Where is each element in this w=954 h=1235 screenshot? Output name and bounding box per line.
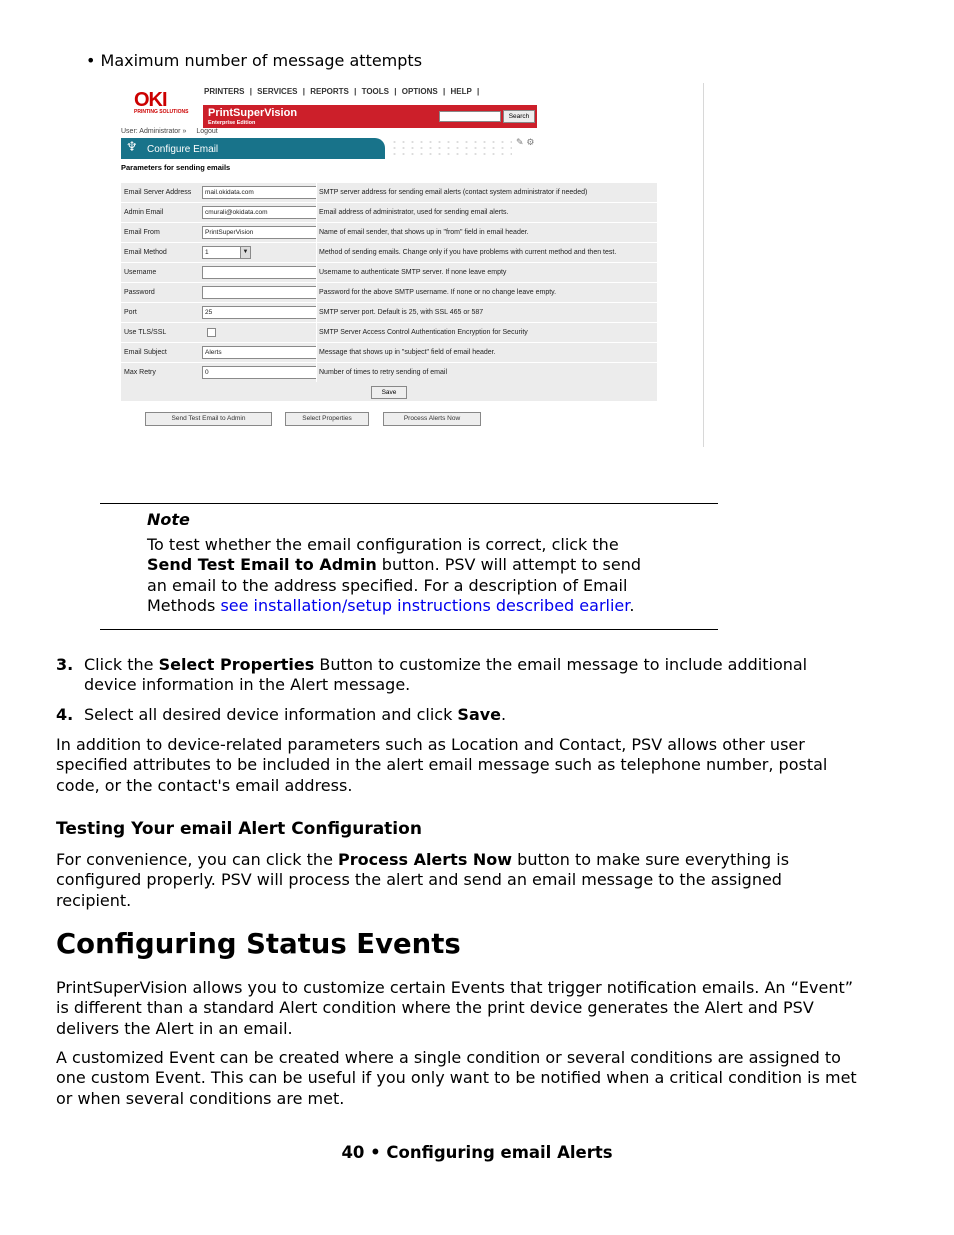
screenshot-border bbox=[703, 83, 704, 447]
configure-email-screenshot bbox=[118, 83, 704, 447]
page-footer: 40 • Configuring email Alerts bbox=[341, 1143, 613, 1162]
select-value: 1 bbox=[205, 249, 209, 256]
row-description: Email address of administrator, used for sending email alerts. bbox=[319, 209, 509, 216]
section-header bbox=[121, 138, 385, 159]
user-line bbox=[121, 128, 218, 135]
row-label: Email Subject bbox=[124, 349, 167, 356]
paragraph-line: is different than a standard Alert condition where the print device generates the Alert and PSV bbox=[56, 998, 814, 1018]
column-divider bbox=[316, 223, 317, 242]
nav-separator: | bbox=[477, 87, 480, 96]
nav-tools[interactable]: TOOLS bbox=[361, 87, 390, 96]
send-test-email-button[interactable]: Send Test Email to Admin bbox=[145, 412, 272, 426]
select-properties-button[interactable]: Select Properties bbox=[285, 412, 369, 426]
step-line bbox=[84, 705, 506, 725]
setup-instructions-link[interactable]: see installation/setup instructions described earlier bbox=[220, 595, 630, 615]
row-label: Password bbox=[124, 289, 155, 296]
row-label: Email Server Address bbox=[124, 189, 192, 196]
row-label: Port bbox=[124, 309, 137, 316]
step-number: 4. bbox=[56, 705, 74, 724]
column-divider bbox=[316, 303, 317, 322]
chevron-down-icon[interactable]: ▼ bbox=[240, 247, 250, 258]
note-line bbox=[147, 596, 707, 616]
bullet-text: Maximum number of message attempts bbox=[100, 51, 423, 70]
row-description: Number of times to retry sending of email bbox=[319, 369, 447, 376]
email-settings-table bbox=[121, 182, 657, 401]
step-number: 3. bbox=[56, 655, 74, 674]
row-label: Email Method bbox=[124, 249, 167, 256]
dotted-pattern bbox=[390, 139, 512, 159]
email-from-input[interactable]: PrintSuperVision bbox=[202, 226, 317, 239]
row-label: Max Retry bbox=[124, 369, 156, 376]
bullet-item bbox=[86, 51, 422, 70]
row-label: Email From bbox=[124, 229, 160, 236]
note-text: Methods bbox=[147, 595, 221, 615]
note-title: Note bbox=[147, 510, 190, 529]
row-description: Password for the above SMTP username. If none or no change leave empty. bbox=[319, 289, 557, 296]
paragraph-line: delivers the Alert in an email. bbox=[56, 1018, 293, 1038]
step-bold-term: Save bbox=[457, 705, 502, 724]
table-row bbox=[121, 182, 657, 202]
paragraph-text: button to make sure everything is bbox=[512, 850, 790, 869]
table-row bbox=[121, 202, 657, 222]
note-line bbox=[147, 555, 707, 575]
bullet-dot: • bbox=[86, 51, 96, 70]
port-input[interactable]: 25 bbox=[202, 306, 317, 319]
nav-separator: | bbox=[394, 87, 397, 96]
paragraph-bold-term: Process Alerts Now bbox=[338, 850, 513, 869]
save-button[interactable]: Save bbox=[371, 386, 407, 399]
row-label: Username bbox=[124, 269, 157, 276]
section-heading: Configuring Status Events bbox=[56, 928, 461, 960]
row-description: Name of email sender, that shows up in "from" field in email header. bbox=[319, 229, 529, 236]
table-row bbox=[121, 222, 657, 242]
note-text: . bbox=[629, 595, 635, 615]
note-top-rule bbox=[100, 503, 718, 504]
body-paragraph bbox=[56, 850, 906, 911]
email-server-input[interactable]: mail.okidata.com bbox=[202, 186, 317, 199]
paragraph-line: or when several conditions are met. bbox=[56, 1088, 345, 1108]
brand-name: PrintSuperVision bbox=[208, 107, 298, 119]
paragraph-line: configured properly. PSV will process the alert and send an email message to the assigned bbox=[56, 870, 782, 890]
table-row bbox=[121, 282, 657, 302]
step-text: Button to customize the email message to include additional bbox=[314, 655, 808, 674]
nav-separator: | bbox=[249, 87, 252, 96]
nav-separator: | bbox=[442, 87, 446, 96]
table-row bbox=[121, 342, 657, 362]
nav-help[interactable]: HELP bbox=[450, 87, 472, 96]
nav-reports[interactable]: REPORTS bbox=[310, 87, 349, 96]
table-row bbox=[121, 362, 657, 382]
paragraph-line: A customized Event can be created where a single condition or several conditions are assigned to bbox=[56, 1048, 841, 1067]
column-divider bbox=[316, 343, 317, 362]
brand-edition: Enterprise Edition bbox=[208, 120, 256, 126]
brand-bar bbox=[203, 105, 537, 128]
step-line bbox=[84, 655, 807, 675]
paragraph-line: In addition to device-related parameters such as Location and Contact, PSV allows other user bbox=[56, 735, 805, 754]
process-alerts-now-button[interactable]: Process Alerts Now bbox=[383, 412, 481, 426]
search-button[interactable]: Search bbox=[503, 110, 535, 123]
logout-link[interactable]: Logout bbox=[196, 128, 218, 135]
body-paragraph bbox=[56, 1048, 906, 1109]
nav-services[interactable]: SERVICES bbox=[257, 87, 298, 96]
note-bold-term: Send Test Email to Admin bbox=[147, 555, 377, 575]
step-item bbox=[84, 705, 506, 725]
column-divider bbox=[316, 243, 317, 262]
note-line: To test whether the email configuration is correct, click the bbox=[147, 535, 619, 554]
row-description: Username to authenticate SMTP server. If none leave empty bbox=[319, 269, 507, 276]
step-line: device information in the Alert message. bbox=[84, 675, 411, 695]
table-row bbox=[121, 242, 657, 262]
column-divider bbox=[316, 183, 317, 202]
table-row bbox=[121, 302, 657, 322]
step-item bbox=[84, 655, 807, 696]
max-retry-input[interactable]: 0 bbox=[202, 366, 317, 379]
username-input[interactable] bbox=[202, 266, 317, 279]
row-description: SMTP server port. Default is 25, with SSL 465 or 587 bbox=[319, 309, 484, 316]
row-description: Message that shows up in "subject" field of email header. bbox=[319, 349, 496, 356]
note-text: button. PSV will attempt to send bbox=[376, 555, 641, 575]
paragraph-line: one custom Event. This can be useful if you only want to be notified when a critical condition is met bbox=[56, 1068, 857, 1088]
nav-separator: | bbox=[302, 87, 305, 96]
paragraph-line: recipient. bbox=[56, 890, 132, 910]
params-heading: Parameters for sending emails bbox=[121, 163, 231, 172]
edit-icon[interactable]: ✎ ⚙ bbox=[516, 138, 535, 148]
step-text: . bbox=[501, 705, 507, 724]
oki-logo: OKI bbox=[134, 89, 167, 111]
table-row bbox=[121, 262, 657, 282]
column-divider bbox=[316, 323, 317, 342]
column-divider bbox=[316, 363, 317, 382]
column-divider bbox=[316, 283, 317, 302]
section-title: Configure Email bbox=[147, 144, 219, 155]
paragraph-text: For convenience, you can click the bbox=[56, 850, 338, 869]
row-description: SMTP server address for sending email alerts (contact system administrator if needed) bbox=[319, 189, 588, 196]
note-bottom-rule bbox=[100, 629, 718, 630]
row-label: Admin Email bbox=[124, 209, 164, 216]
email-subject-input[interactable]: Alerts bbox=[202, 346, 317, 359]
column-divider bbox=[316, 263, 317, 282]
admin-email-input[interactable]: cmurali@okidata.com bbox=[202, 206, 317, 219]
step-text: Select all desired device information and click bbox=[84, 705, 458, 724]
paragraph-line bbox=[56, 850, 906, 870]
note-line: an email to the address specified. For a description of Email bbox=[147, 575, 628, 595]
body-paragraph bbox=[56, 978, 906, 1039]
tree-icon: ♆ bbox=[126, 140, 138, 155]
step-text: Click the bbox=[84, 655, 159, 674]
password-input[interactable] bbox=[202, 286, 317, 299]
nav-separator: | bbox=[354, 87, 357, 96]
table-row bbox=[121, 322, 657, 342]
row-description: Method of sending emails. Change only if you have problems with current method and then test. bbox=[319, 249, 617, 256]
paragraph-line: PrintSuperVision allows you to customize certain Events that trigger notification emails. An “Event” bbox=[56, 978, 854, 997]
search-input[interactable] bbox=[439, 111, 501, 122]
body-paragraph bbox=[56, 735, 906, 796]
user-label: User: Administrator » bbox=[121, 128, 187, 135]
column-divider bbox=[316, 203, 317, 222]
row-label: Use TLS/SSL bbox=[124, 329, 167, 336]
section-subheading: Testing Your email Alert Configuration bbox=[56, 819, 422, 839]
paragraph-line: code, or the contact's email address. bbox=[56, 775, 353, 795]
row-description: SMTP Server Access Control Authentication Encryption for Security bbox=[319, 329, 528, 336]
note-body bbox=[147, 535, 707, 616]
top-nav bbox=[204, 87, 482, 96]
paragraph-line: specified attributes to be included in the alert email message such as telephone number, postal bbox=[56, 755, 828, 775]
tls-ssl-checkbox[interactable] bbox=[207, 328, 216, 337]
step-bold-term: Select Properties bbox=[158, 655, 315, 674]
oki-logo-subtitle: PRINTING SOLUTIONS bbox=[134, 109, 189, 115]
email-method-select[interactable] bbox=[202, 246, 251, 259]
nav-options[interactable]: OPTIONS bbox=[401, 87, 438, 96]
nav-printers[interactable]: PRINTERS bbox=[204, 87, 245, 96]
